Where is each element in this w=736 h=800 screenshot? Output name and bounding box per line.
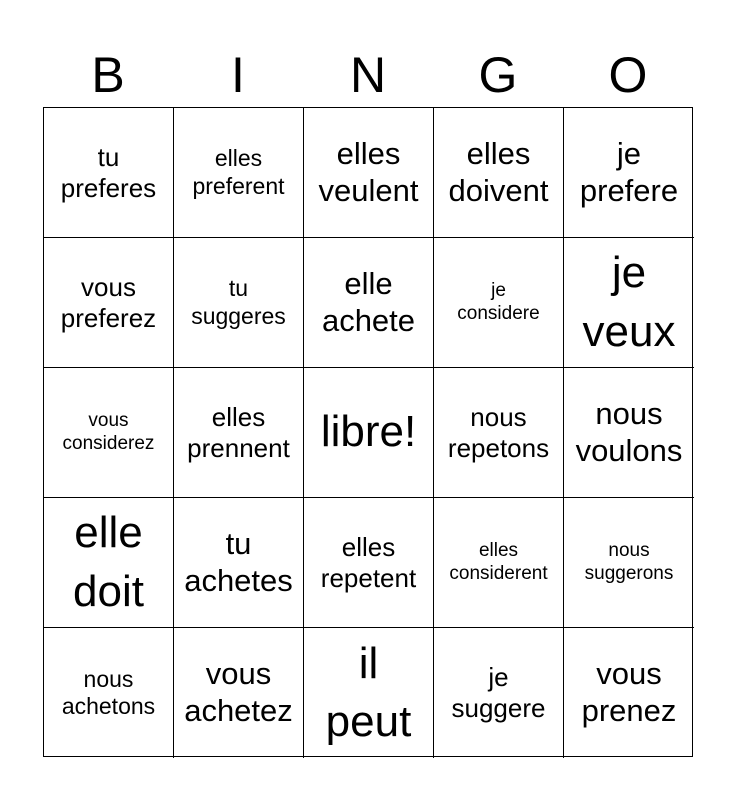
- bingo-cell-r4-c4[interactable]: [434, 498, 564, 628]
- bingo-cell-r5-c1[interactable]: [44, 628, 174, 758]
- cell-text: nous suggerons: [584, 540, 674, 584]
- bingo-cell-r4-c2[interactable]: [174, 498, 304, 628]
- cell-text: nous repetons: [447, 401, 550, 463]
- cell-text: je prefere: [579, 135, 679, 208]
- header-letter-o: O: [608, 47, 648, 103]
- bingo-cell-r3-c1[interactable]: [44, 368, 174, 498]
- free-space-cell-text: libre!: [320, 407, 417, 457]
- bingo-cell-r5-c4[interactable]: [434, 628, 564, 758]
- cell-text: elles doivent: [448, 135, 549, 208]
- cell-text: elle achete: [321, 265, 416, 338]
- cell-text: tu suggeres: [191, 275, 286, 329]
- cell-text: je considere: [457, 280, 540, 324]
- bingo-cell-r1-c3[interactable]: [304, 108, 434, 238]
- cell-text: vous considerez: [62, 410, 155, 454]
- bingo-board: [43, 107, 693, 757]
- bingo-cell-r2-c2[interactable]: [174, 238, 304, 368]
- cell-text: elles prennent: [187, 401, 290, 463]
- cell-text: il peut: [325, 638, 412, 746]
- cell-text: elles considerent: [449, 540, 548, 584]
- header-letter-i: I: [231, 47, 245, 103]
- cell-text: nous voulons: [575, 395, 683, 468]
- bingo-cell-r1-c5[interactable]: [564, 108, 694, 238]
- bingo-cell-r5-c2[interactable]: [174, 628, 304, 758]
- bingo-cell-r2-c4[interactable]: [434, 238, 564, 368]
- bingo-cell-r2-c1[interactable]: [44, 238, 174, 368]
- cell-text: vous preferez: [60, 271, 157, 333]
- bingo-cell-r4-c3[interactable]: [304, 498, 434, 628]
- cell-text: vous achetez: [184, 656, 293, 728]
- cell-text: je suggere: [451, 662, 546, 723]
- bingo-cell-r5-c5[interactable]: [564, 628, 694, 758]
- cell-text: elles preferent: [192, 145, 285, 199]
- bingo-cell-r5-c3[interactable]: [304, 628, 434, 758]
- bingo-cell-r3-c5[interactable]: [564, 368, 694, 498]
- bingo-cell-r2-c3[interactable]: [304, 238, 434, 368]
- bingo-cell-r1-c2[interactable]: [174, 108, 304, 238]
- bingo-cell-r4-c1[interactable]: [44, 498, 174, 628]
- cell-text: tu preferes: [60, 141, 157, 203]
- bingo-cell-r3-c4[interactable]: [434, 368, 564, 498]
- cell-text: elles veulent: [318, 135, 419, 208]
- header-letter-g: G: [478, 47, 518, 103]
- cell-text: tu achetes: [184, 525, 293, 598]
- bingo-cell-r3-c2[interactable]: [174, 368, 304, 498]
- cell-text: je veux: [582, 248, 676, 356]
- bingo-cell-r2-c5[interactable]: [564, 238, 694, 368]
- cell-text: vous prenez: [581, 656, 677, 728]
- cell-text: nous achetons: [61, 665, 156, 719]
- bingo-cell-r4-c5[interactable]: [564, 498, 694, 628]
- header-letter-n: N: [349, 47, 387, 103]
- bingo-cell-r1-c4[interactable]: [434, 108, 564, 238]
- bingo-header: [43, 44, 693, 106]
- cell-text: elle doit: [73, 508, 144, 616]
- bingo-cell-r1-c1[interactable]: [44, 108, 174, 238]
- cell-text: elles repetent: [320, 531, 417, 593]
- bingo-cell-r3-c3[interactable]: [304, 368, 434, 498]
- header-letter-b: B: [91, 47, 125, 103]
